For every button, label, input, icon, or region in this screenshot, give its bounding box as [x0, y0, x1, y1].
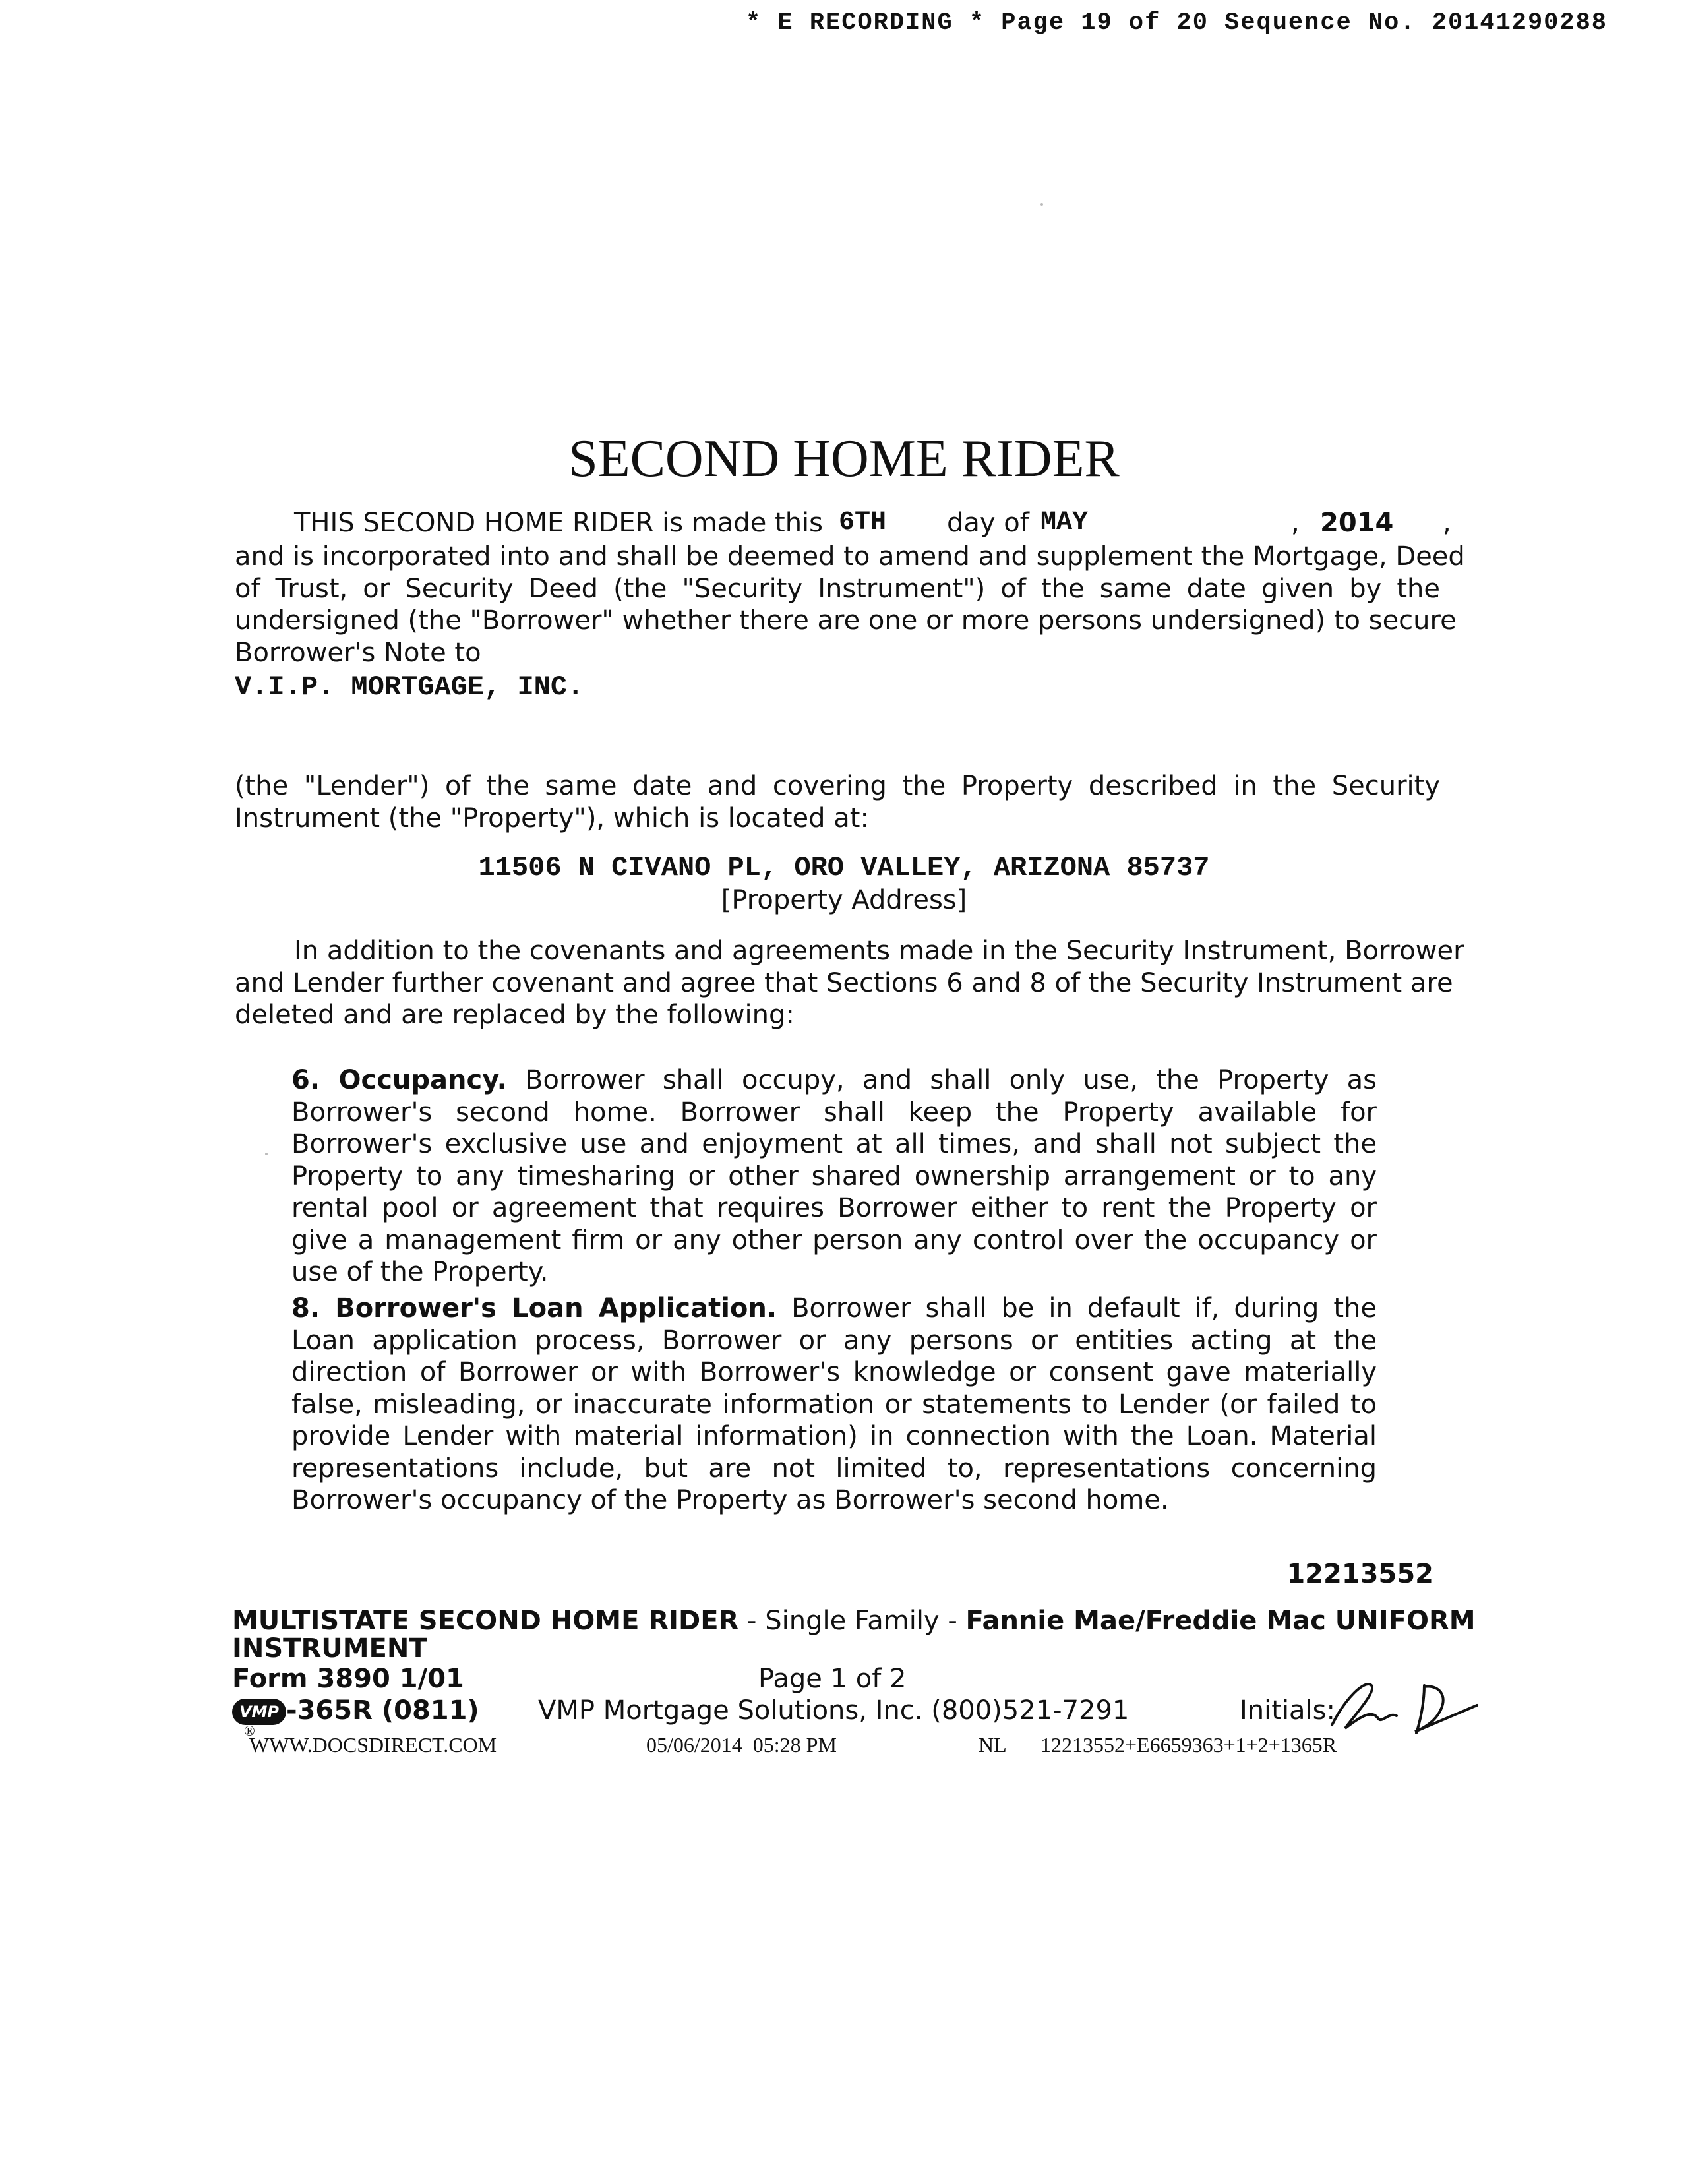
intro-day: 6TH — [839, 508, 887, 537]
vmp-line — [232, 1696, 479, 1725]
covenants-line-3: deleted and are replaced by the following: — [235, 1000, 795, 1030]
section-6-heading: 6. Occupancy. — [291, 1065, 507, 1095]
website: WWW.DOCSDIRECT.COM — [249, 1733, 497, 1757]
document-title: SECOND HOME RIDER — [568, 430, 1120, 488]
initials-signature-icon — [1325, 1672, 1484, 1745]
intro-comma-2: , — [1443, 508, 1451, 538]
intro-month: MAY — [1040, 508, 1089, 537]
section-8 — [291, 1292, 1377, 1517]
intro-day-of: day of — [947, 508, 1029, 538]
intro-line-2: and is incorporated into and shall be deemed to amend and supplement the Mortgage, Deed — [235, 541, 1465, 572]
intro-line-3: of Trust, or Security Deed (the "Security Instrument") of the same date given by the — [235, 573, 1440, 604]
page-label: Page 1 of 2 — [758, 1664, 907, 1694]
lender-name: V.I.P. MORTGAGE, INC. — [235, 671, 584, 703]
form-title-bold-1: MULTISTATE SECOND HOME RIDER — [232, 1606, 739, 1636]
form-title-line-1 — [232, 1606, 1476, 1635]
intro-body — [235, 541, 1465, 669]
nl-code: NL — [979, 1733, 1007, 1757]
lender-line-1: (the "Lender") of the same date and covering the Property described in the Security — [235, 771, 1440, 801]
lender-line-2: Instrument (the "Property"), which is located at: — [235, 803, 869, 834]
intro-line-5: Borrower's Note to — [235, 637, 481, 668]
intro-year: 2014 — [1320, 508, 1394, 538]
covenants-line-1: In addition to the covenants and agreements made in the Security Instrument, Borrower — [294, 936, 1464, 966]
section-8-text: Borrower shall be in default if, during the Loan application process, Borrower or any persons or entities acting at the direction of Borrower or with Borrower's knowledge or consent gave materially false, misleading, or inaccurate information or statements to Lender (or failed to provide Lender with material information) in connection with the Loan. Material representations include, but are not limited to, representations concerning Borrower's occupancy of the Property as Borrower's second home. — [291, 1293, 1377, 1515]
form-title-line-2: INSTRUMENT — [232, 1633, 427, 1664]
recording-stamp: * E RECORDING * Page 19 of 20 Sequence No. 20141290288 — [746, 9, 1608, 37]
vmp-logo-icon: VMP — [232, 1699, 286, 1725]
property-address-caption: [Property Address] — [721, 885, 967, 915]
scan-speck — [1040, 203, 1043, 206]
scan-speck — [265, 1153, 268, 1155]
registered-mark: ® — [244, 1722, 255, 1739]
intro-line-1 — [294, 508, 823, 538]
vendor-info: VMP Mortgage Solutions, Inc. (800)521-7291 — [538, 1695, 1130, 1726]
form-title-sep: - Single Family - — [738, 1606, 966, 1636]
loan-number: 12213552 — [1286, 1559, 1433, 1589]
section-6-text: Borrower shall occupy, and shall only use, the Property as Borrower's second home. Borrower shall keep the Property available for Borrower's exclusive use and enjoyment at all times, and shall not subject the Property to any timesharing or other shared ownership arrangement or to any rental pool or agreement that requires Borrower either to rent the Property or give a management firm or any other person any control over the occupancy or use of the Property. — [291, 1065, 1377, 1287]
section-8-heading: 8. Borrower's Loan Application. — [291, 1293, 777, 1323]
covenants-paragraph — [235, 935, 1464, 1031]
property-address: 11506 N CIVANO PL, ORO VALLEY, ARIZONA 85737 — [478, 852, 1210, 884]
vmp-code: -365R (0811) — [286, 1695, 479, 1726]
form-number: Form 3890 1/01 — [232, 1664, 464, 1694]
intro-line-4: undersigned (the "Borrower" whether there are one or more persons undersigned) to secure — [235, 605, 1457, 636]
form-title-bold-2: Fannie Mae/Freddie Mac UNIFORM — [965, 1606, 1476, 1636]
timestamp: 05/06/2014 05:28 PM — [646, 1733, 837, 1757]
tracking-code: 12213552+E6659363+1+2+1365R — [1040, 1733, 1337, 1757]
lender-paragraph — [235, 770, 1440, 834]
intro-comma: , — [1291, 508, 1300, 538]
initials-label: Initials: — [1240, 1695, 1335, 1726]
covenants-line-2: and Lender further covenant and agree that Sections 6 and 8 of the Security Instrument are — [235, 967, 1453, 998]
intro-made-this: THIS SECOND HOME RIDER is made this — [294, 508, 824, 538]
section-6 — [291, 1064, 1377, 1289]
